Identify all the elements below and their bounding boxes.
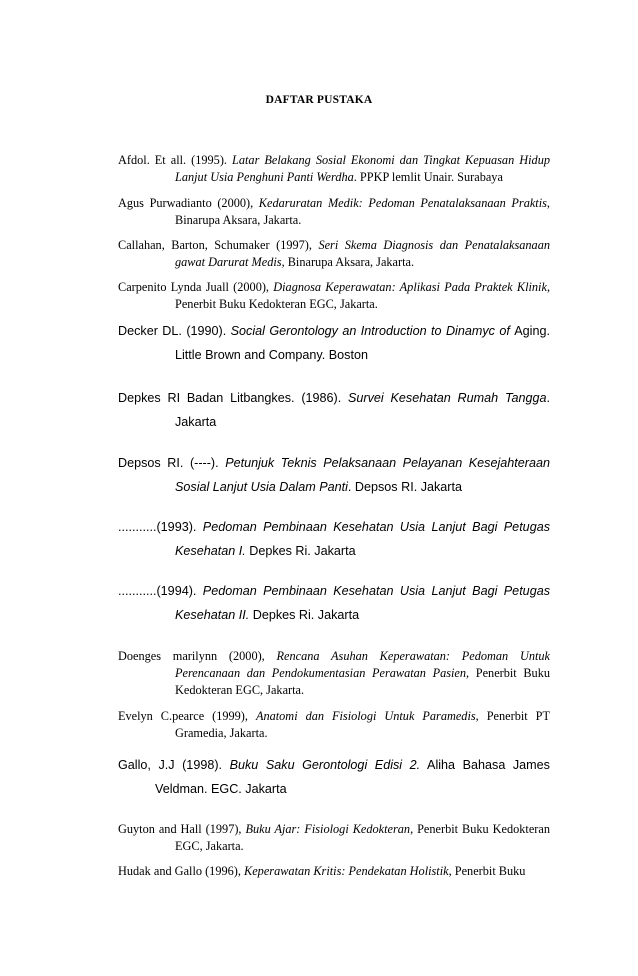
reference-item: Callahan, Barton, Schumaker (1997), Seri Skema Diagnosis dan Penatalaksanaan gawat Darurat Medis, Binarupa Aksara, Jakarta. xyxy=(118,238,551,269)
reference-item: ...........(1994). Pedoman Pembinaan Kesehatan Usia Lanjut Bagi Petugas Kesehatan II. Depkes Ri. Jakarta xyxy=(118,584,550,622)
reference-item: Decker DL. (1990). Social Gerontology an Introduction to Dinamyc of Aging. Little Brown and Company. Boston xyxy=(118,324,550,362)
reference-item: Carpenito Lynda Juall (2000), Diagnosa Keperawatan: Aplikasi Pada Praktek Klinik, Penerbit Buku Kedokteran EGC, Jakarta. xyxy=(118,280,551,311)
reference-item: Afdol. Et all. (1995). Latar Belakang Sosial Ekonomi dan Tingkat Kepuasan Hidup Lanjut Usia Penghuni Panti Werdha. PPKP lemlit Unair. Surabaya xyxy=(118,153,550,184)
reference-item: Gallo, J.J (1998). Buku Saku Gerontologi Edisi 2. Aliha Bahasa James Veldman. EGC. Jakarta xyxy=(118,758,550,796)
reference-item: Depkes RI Badan Litbangkes. (1986). Survei Kesehatan Rumah Tangga. Jakarta xyxy=(118,391,550,429)
reference-item: Depsos RI. (----). Petunjuk Teknis Pelaksanaan Pelayanan Kesejahteraan Sosial Lanjut Usia Dalam Panti. Depsos RI. Jakarta xyxy=(118,456,550,494)
reference-item: Evelyn C.pearce (1999), Anatomi dan Fisiologi Untuk Paramedis, Penerbit PT Gramedia, Jakarta. xyxy=(118,709,550,740)
reference-item: Guyton and Hall (1997), Buku Ajar: Fisiologi Kedokteran, Penerbit Buku Kedokteran EGC, Jakarta. xyxy=(118,822,550,853)
reference-item: ...........(1993). Pedoman Pembinaan Kesehatan Usia Lanjut Bagi Petugas Kesehatan I. Depkes Ri. Jakarta xyxy=(118,520,550,558)
reference-item: Doenges marilynn (2000), Rencana Asuhan Keperawatan: Pedoman Untuk Perencanaan dan Pendokumentasian Perawatan Pasien, Penerbit Buku Kedokteran EGC, Jakarta. xyxy=(118,649,550,697)
page-title: DAFTAR PUSTAKA xyxy=(265,94,373,106)
reference-item: Hudak and Gallo (1996), Keperawatan Kritis: Pendekatan Holistik, Penerbit Buku xyxy=(118,864,526,878)
reference-item: Agus Purwadianto (2000), Kedaruratan Medik: Pedoman Penatalaksanaan Praktis, Binarupa Aksara, Jakarta. xyxy=(118,196,550,227)
